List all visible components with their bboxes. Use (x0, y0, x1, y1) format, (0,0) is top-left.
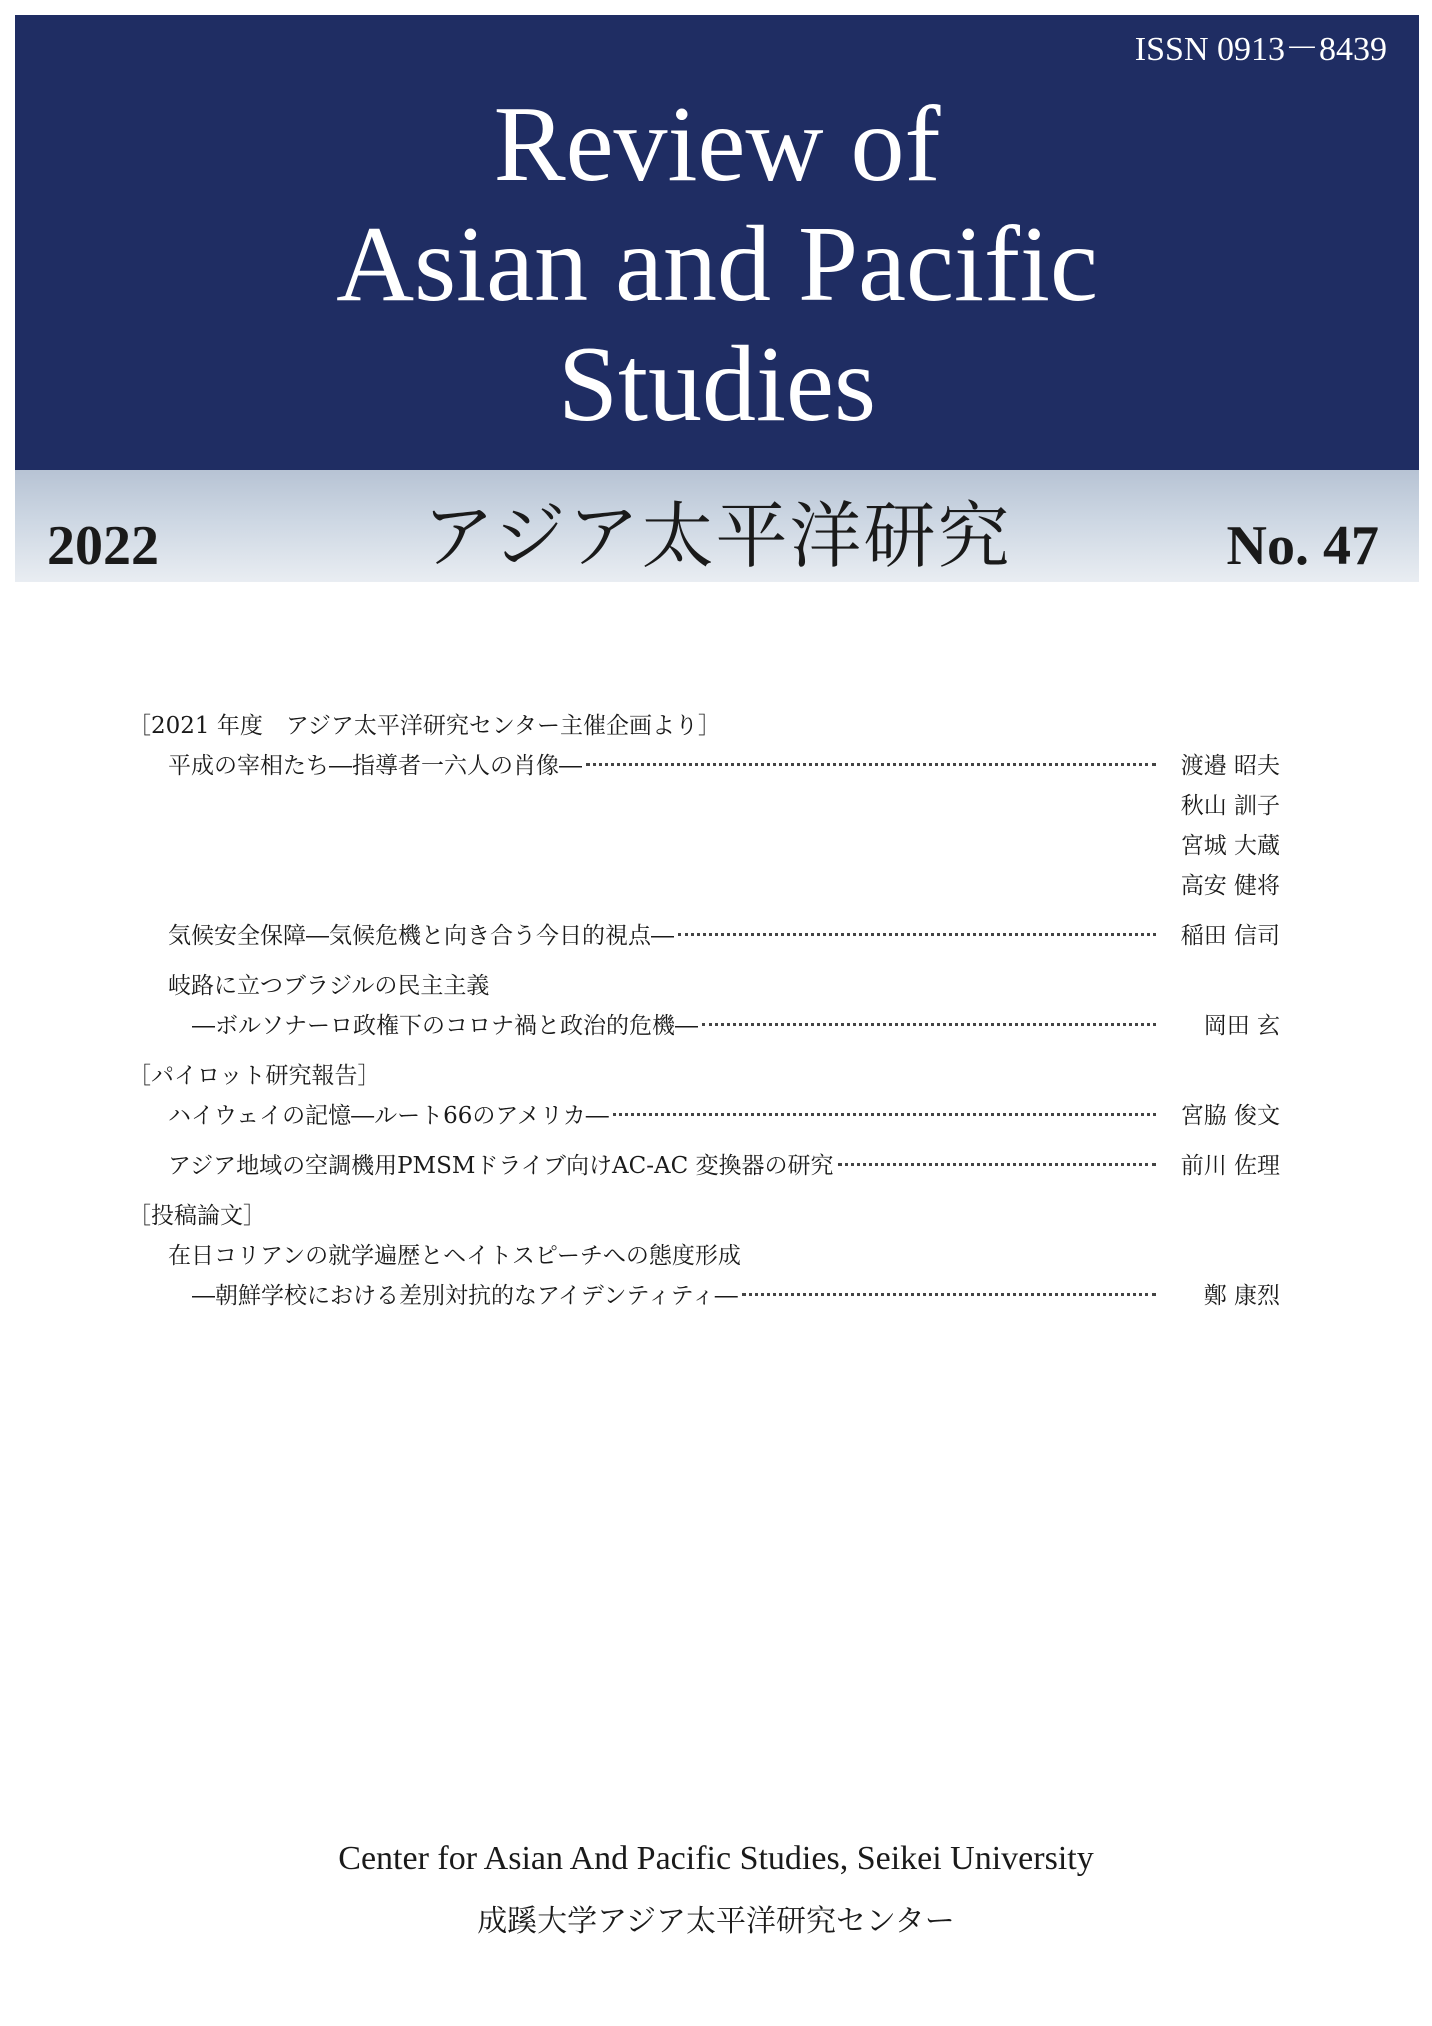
section-heading: ［2021 年度 アジア太平洋研究センター主催企画より］ (128, 713, 722, 739)
leader-dots (702, 1023, 1156, 1026)
entry-author: 宮脇 俊文 (1180, 1103, 1280, 1129)
toc-entry-title[interactable]: 在日コリアンの就学遍歴とヘイトスピーチへの態度形成 (168, 1243, 741, 1269)
entry-author: 稲田 信司 (1180, 923, 1280, 949)
toc-section-2 (128, 1056, 1280, 1186)
leader-dots (586, 763, 1156, 766)
entry-author: 高安 健将 (1180, 873, 1280, 899)
subtitle-band (15, 470, 1419, 582)
toc-entry[interactable] (128, 1276, 1280, 1316)
journal-title-line-2: Asian and Pacific (336, 205, 1098, 324)
leader-dots (613, 1113, 1156, 1116)
issue-number: No. 47 (1226, 515, 1379, 577)
toc-entry[interactable] (128, 1146, 1280, 1186)
entry-author: 前川 佐理 (1180, 1153, 1280, 1179)
issn: ISSN 0913－8439 (1134, 31, 1387, 68)
entry-title: ハイウェイの記憶―ルート66のアメリカ― (168, 1103, 609, 1129)
leader-dots (838, 1163, 1156, 1166)
toc-section-3 (128, 1196, 1280, 1316)
header-band (15, 15, 1419, 470)
toc-entry[interactable] (128, 1006, 1280, 1046)
entry-author: 秋山 訓子 (1180, 793, 1280, 819)
section-heading: ［投稿論文］ (128, 1203, 266, 1229)
toc-entry[interactable] (128, 1096, 1280, 1136)
leader-dots (742, 1293, 1156, 1296)
year: 2022 (47, 515, 159, 577)
publisher-japanese: 成蹊大学アジア太平洋研究センター (477, 1904, 955, 1939)
section-heading: ［パイロット研究報告］ (128, 1063, 381, 1089)
table-of-contents (128, 706, 1280, 1316)
entry-author: 渡邉 昭夫 (1180, 753, 1280, 779)
entry-title: アジア地域の空調機用PMSMドライブ向けAC-AC 変換器の研究 (168, 1153, 834, 1179)
entry-author: 岡田 玄 (1203, 1013, 1280, 1039)
toc-entry[interactable] (128, 916, 1280, 956)
entry-title: 気候安全保障―気候危機と向き合う今日的視点― (168, 923, 674, 949)
entry-subtitle: ―ボルソナーロ政権下のコロナ禍と政治的危機― (192, 1013, 698, 1039)
entry-author: 宮城 大蔵 (1180, 833, 1280, 859)
toc-section-1 (128, 706, 1280, 1046)
toc-entry-title[interactable]: 岐路に立つブラジルの民主主義 (168, 973, 490, 999)
entry-subtitle: ―朝鮮学校における差別対抗的なアイデンティティ― (192, 1283, 738, 1309)
publisher-english: Center for Asian And Pacific Studies, Seikei University (338, 1840, 1094, 1877)
journal-title (15, 85, 1419, 445)
leader-dots (678, 933, 1156, 936)
journal-title-line-1: Review of (493, 85, 941, 204)
entry-title: 平成の宰相たち―指導者一六人の肖像― (168, 753, 582, 779)
journal-title-line-3: Studies (557, 325, 877, 444)
toc-entry[interactable] (128, 746, 1280, 786)
entry-author: 鄭 康烈 (1203, 1283, 1280, 1309)
japanese-title: アジア太平洋研究 (422, 494, 1012, 578)
